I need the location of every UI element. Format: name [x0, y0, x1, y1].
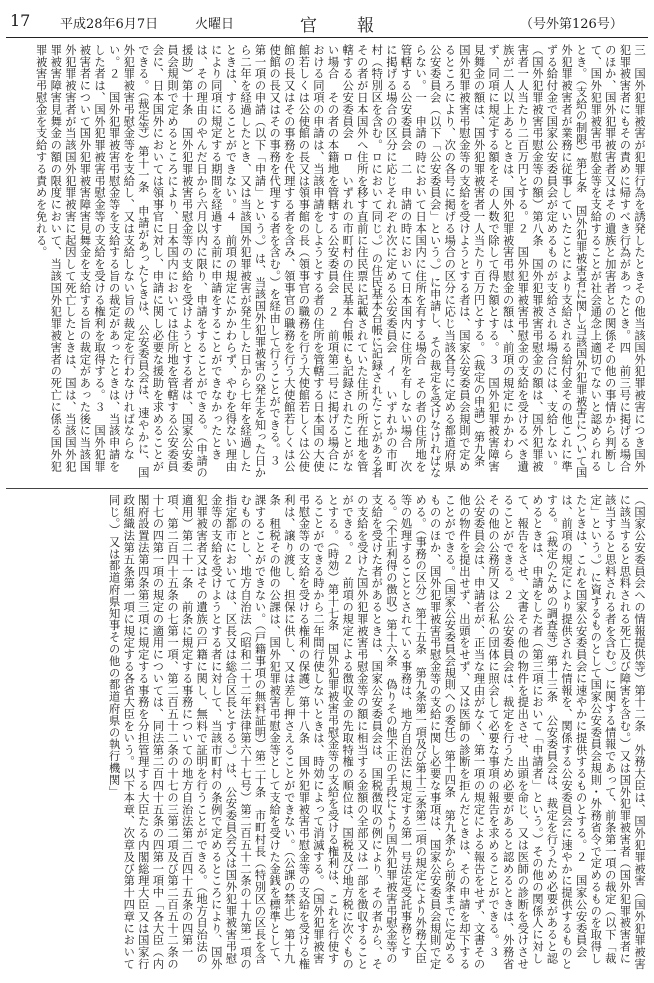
issue-date: 平成28年6月7日 [60, 17, 159, 32]
page-number: 17 [10, 11, 31, 30]
weekday: 火曜日 [195, 17, 235, 32]
section-divider [6, 488, 648, 489]
page-header [0, 0, 654, 38]
publication-title: 官 報 [300, 16, 376, 36]
upper-text-block: 三 国外犯罪被害が犯罪行為を誘発したときその他当該国外犯罪被害につき国外犯罪被害者にもその責めに帰すべき行為があったとき。四 前三号に掲げる場合のほか、国外犯罪被害者又はその遺族と加害者との関係その他の事情から判断して、国外犯罪被害弔慰金等を支給することが社会通念上適切でないと認められるとき。（支給の制限）第七条 国外犯罪被害者に関し当該国外犯罪被害について国外犯罪被害者が業務に従事していたことにより支給される給付金その他これに準ずる給付金で国家公安委員会が定めるものが支給される場合には、支給しない。（国外犯罪被害弔慰金等の額）第八条 国外犯罪被害弔慰金の額は、国外犯罪被害者一人当たり二百万円とする。２ 国外犯罪被害弔慰金の支給を受けるべき遺族が二人以上あるときは、国外犯罪被害弔慰金の額は、前項の規定にかかわらず、同項に規定する額をその人数で除して得た額とする。３ 国外犯罪被害障害見舞金の額は、国外犯罪被害者一人当たり百万円とする。（裁定の申請）第九条 国外犯罪被害弔慰金等の支給を受けようとする者は、国家公安委員会規則で定めるところにより、次の各号に掲げる場合の区分に応じ当該各号に定める都道府県公安委員会（以下「公安委員会」という。）に申請し、その裁定を受けなければならない。一 申請の時において日本国内に住所を有する場合 その者の住所地を管轄する公安委員会 二 申請の時において日本国内に住所を有しない場合 次に掲げる場合の区分に応じそれぞれ次に定める公安委員会 イ いずれかの市町村（特別区を含む。ロにおいて同じ。）の住民基本台帳に記録されたことがある者 その者が日本国外へ住所を移す直前に住民票に記載されていた住所の所在地を管轄する公安委員会 ロ いずれの市町村の住民基本台帳にも記録されたことがない場合 その者の本籍地を管轄する公安委員会 ２ 前項第二号に掲げる場合における同項の申請は、当該申請をしようとする者の住所を管轄する日本国の大使館若しくは公使館の長又は領事館の長（領事官の職務を行う大使館若しくは公使館の長又はその事務を代理する者を含み、領事官の職務を行う大使館若しくは公使館の長又はその事務を代理する者を含む。）を経由して行うことができる。３ 第一項の申請（以下「申請」という。）は、当該国外犯罪被害の発生を知った日から二年を経過したとき、又は当該国外犯罪被害が発生した日から七年を経過したときは、することができない。４ 前項の規定にかかわらず、やむを得ない理由により同項に規定する期間を経過する前に申請をすることができなかったときは、その理由のやんだ日から六月以内に限り、申請をすることができる。（申請の援助）第十条 国外犯罪被害弔慰金等の支給を受けようとする者は、国家公安委員会規則で定めるところにより、日本国内においては住所地を管轄する公安委員会に、日本国外においては領事官に対し、申請に関し必要な援助を求めることができる。（裁定等）第十一条 申請があったときは、公安委員会は、速やかに、国外犯罪被害弔慰金等を支給し、又は支給しない旨の裁定を行わなければならない。２ 国外犯罪被害弔慰金等を支給する旨の裁定があったときは、当該申請をした者は、国外犯罪被害弔慰金等の支給を受ける権利を取得する。３ 国外犯罪被害者について国外犯罪被害障害見舞金を支給する旨の裁定があった後に当該国外犯罪被害者が当該国外犯罪被害に起因して死亡したときは、国は、当該国外犯罪被害障害見舞金の額の限度において、当該国外犯罪被害者の死亡に係る国外犯罪被害弔慰金を支給する責めを免れる。 [34, 44, 646, 491]
lower-text-block: （国家公安委員会への情報提供等）第十二条 外務大臣は、国外犯罪被害（国外犯罪被害に該当すると思料される死亡及び障害を含む。）又は国外犯罪被害者（国外犯罪被害者に該当すると思料される者を含む。）に関する情報であって、前条第一項の裁定（以下「裁定」という。）に資するものとして国家公安委員会規則・外務省令で定めるものを取得したときは、これを国家公安委員会に速やかに提供するものとする。２ 国家公安委員会は、前項の規定により提供された情報を、関係する公安委員会に速やかに提供するものとする。（裁定のための調査等）第十三条 公安委員会は、裁定を行うため必要があると認めるときは、申請をした者（第三項において「申請者」という。）その他の関係人に対して、報告をさせ、文書その他の物件を提出させ、出頭を命じ、又は医師の診断を受けさせることができる。２ 公安委員会は、裁定を行うため必要があると認めるときは、外務省その他の公務所又は公私の団体に照会して必要な事項の報告を求めることができる。３ 公安委員会は、申請者が、正当な理由がなく、第一項の規定による報告をせず、文書その他の物件を提出せず、出頭をせず、又は医師の診断を拒んだときは、その申請を却下することができる。（国家公安委員会規則への委任）第十四条 第九条から前条までに定めるもののほか、国外犯罪被害弔慰金等の支給に関し必要な事項は、国家公安委員会規則で定める。（事務の区分）第十五条 第九条第一項及び第十三条第二項の規定により外務大臣等の処理することとされている事務は、地方自治法に規定する第一号法定受託事務とする。（不正利得の徴収）第十六条 偽りその他不正の手段により国外犯罪被害弔慰金等の支給を受けた者があるときは、国家公安委員会は、国税徴収の例により、その者から、その支給を受けた国外犯罪被害弔慰金等の額に相当する金額の全部又は一部を徴収することができる。２ 前項の規定による徴収金の先取特権の順位は、国税及び地方税に次ぐものとする。（時効）第十七条 国外犯罪被害弔慰金等の支給を受ける権利は、これを行使することができる時から二年間行使しないときは、時効によって消滅する。（国外犯罪被害弔慰金等の支給を受ける権利の保護）第十八条 国外犯罪被害弔慰金等の支給を受ける権利は、譲り渡し、担保に供し、又は差し押さえることができない。（公課の禁止）第十九条 租税その他の公課は、国外犯罪被害弔慰金等として支給を受けた金銭を標準として、課することができない。（戸籍事項の無料証明）第二十条 市町村長（特別区の区長を含むものとし、地方自治法（昭和二十二年法律第六十七号）第二百五十二条の十九第一項の指定都市においては、区長又は総合区長とする。）は、公安委員会又は国外犯罪被害弔慰金等の支給を受けようとする者に対して、当該市町村の条例で定めるところにより、国外犯罪被害者又はその遺族の戸籍に関し、無料で証明を行うことができる。（地方自治法の適用）第二十一条 前条に規定する事務についての地方自治法第二百四十五条の四第一項、第二百四十五条の七第一項、第二百五十二条の十七の三第二項及び第二百五十二条の十七の四第一項の規定の適用については、同法第二百四十五条の四第一項中「各大臣（内閣府設置法第四条第三項に規定する事務を分担管理する大臣たる内閣総理大臣又は国家行政組織法第五条第一項に規定する各省大臣をいう。以下本章、次章及び第十四章において同じ。）又は都道府県知事その他の都道府県の執行機関」 [107, 494, 646, 971]
issue-number: （号外第126号） [520, 17, 623, 32]
header-rule [6, 37, 648, 38]
